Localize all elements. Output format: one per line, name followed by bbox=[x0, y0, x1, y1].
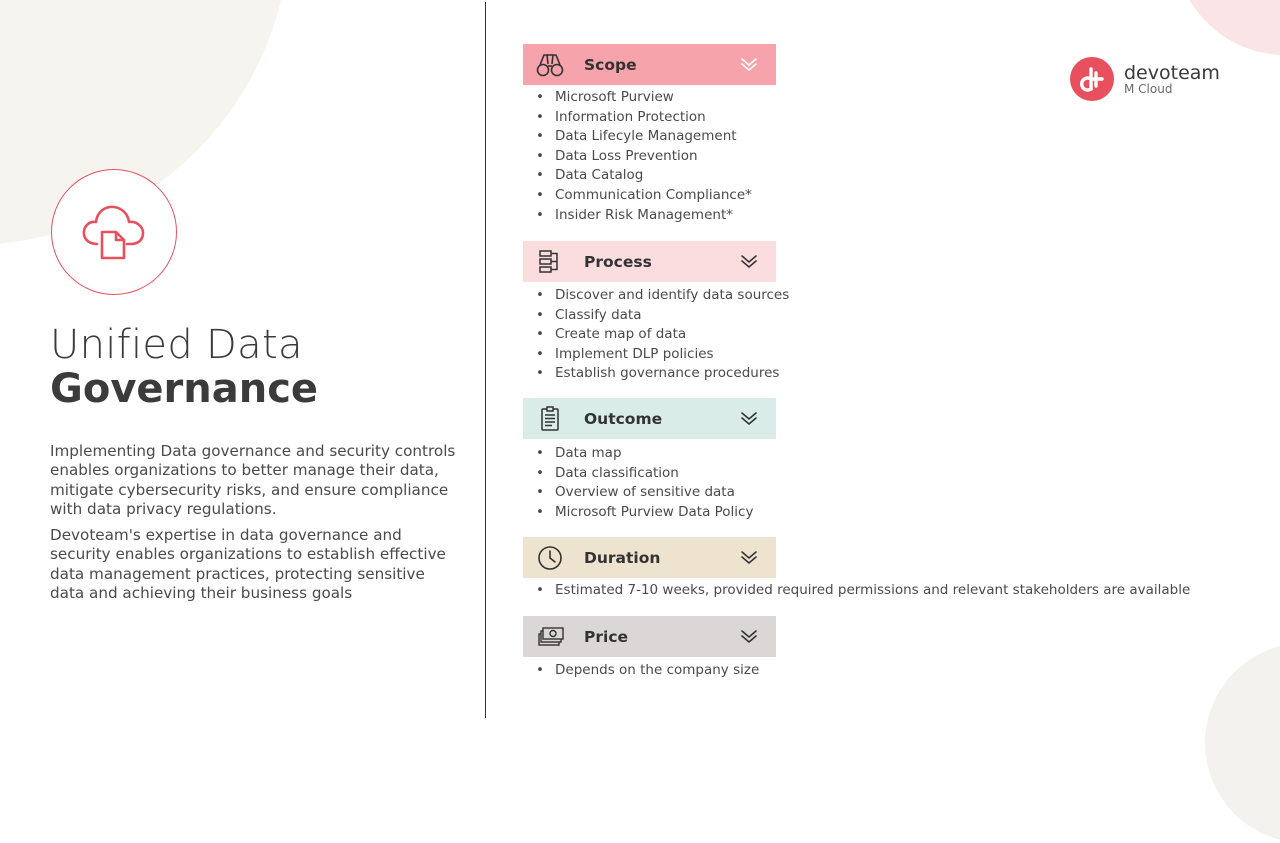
section-header-outcome[interactable] bbox=[523, 398, 776, 439]
background-shape bbox=[1205, 643, 1280, 843]
scope-list bbox=[536, 88, 752, 225]
section-label: Duration bbox=[584, 548, 661, 567]
duration-list bbox=[536, 581, 1190, 601]
price-list bbox=[536, 661, 759, 681]
clock-icon bbox=[535, 543, 565, 573]
vertical-divider bbox=[485, 2, 486, 718]
outcome-list bbox=[536, 444, 753, 522]
logo-mark bbox=[1070, 57, 1114, 101]
list-item: • Classify data bbox=[536, 306, 789, 326]
process-icon bbox=[535, 247, 565, 277]
list-item: • Establish governance procedures bbox=[536, 364, 789, 384]
section-label: Scope bbox=[584, 55, 637, 74]
list-item: • Create map of data bbox=[536, 325, 789, 345]
list-item: • Depends on the company size bbox=[536, 661, 759, 681]
devoteam-logo bbox=[1070, 57, 1220, 101]
brand-subtitle: M Cloud bbox=[1124, 81, 1173, 96]
chevron-double-down-icon[interactable] bbox=[740, 548, 758, 566]
money-icon bbox=[535, 622, 565, 652]
list-item: • Estimated 7-10 weeks, provided required permissions and relevant stakeholders are available bbox=[536, 581, 1190, 601]
section-label: Price bbox=[584, 627, 629, 646]
list-item: • Information Protection bbox=[536, 108, 752, 128]
chevron-double-down-icon[interactable] bbox=[740, 627, 758, 645]
list-item: • Data Catalog bbox=[536, 166, 752, 186]
list-item: • Data Lifecyle Management bbox=[536, 127, 752, 147]
section-header-duration[interactable] bbox=[523, 537, 776, 578]
chevron-double-down-icon[interactable] bbox=[740, 252, 758, 270]
list-item: • Data Loss Prevention bbox=[536, 147, 752, 167]
section-header-scope[interactable] bbox=[523, 44, 776, 85]
cloud-document-icon bbox=[79, 200, 149, 264]
brand-name: devoteam bbox=[1124, 61, 1220, 84]
hero-icon-circle bbox=[51, 169, 177, 295]
chevron-double-down-icon[interactable] bbox=[740, 409, 758, 427]
list-item: • Overview of sensitive data bbox=[536, 483, 753, 503]
chevron-double-down-icon[interactable] bbox=[740, 55, 758, 73]
logo-glyph-icon bbox=[1078, 65, 1106, 93]
list-item: • Insider Risk Management* bbox=[536, 206, 752, 226]
list-item: • Discover and identify data sources bbox=[536, 286, 789, 306]
page-title-light: Unified Data bbox=[50, 322, 303, 368]
list-item: • Data classification bbox=[536, 464, 753, 484]
background-shape bbox=[1175, 0, 1280, 55]
section-label: Outcome bbox=[584, 409, 663, 428]
page-title-bold: Governance bbox=[50, 366, 319, 412]
list-item: • Data map bbox=[536, 444, 753, 464]
binoculars-icon bbox=[535, 50, 565, 80]
list-item: • Communication Compliance* bbox=[536, 186, 752, 206]
intro-paragraph: Implementing Data governance and security controls enables organizations to better manage their data, mitigate cybersecurity risks, and ensure compliance with data privacy regulations. bbox=[50, 442, 456, 518]
expertise-paragraph: Devoteam's expertise in data governance and security enables organizations to establish effective data management practices, protecting sensitive data and achieving their business goals bbox=[50, 526, 446, 602]
process-list bbox=[536, 286, 789, 384]
section-label: Process bbox=[584, 252, 652, 271]
list-item: • Microsoft Purview Data Policy bbox=[536, 503, 753, 523]
list-item: • Implement DLP policies bbox=[536, 345, 789, 365]
list-item: • Microsoft Purview bbox=[536, 88, 752, 108]
section-header-price[interactable] bbox=[523, 616, 776, 657]
section-header-process[interactable] bbox=[523, 241, 776, 282]
clipboard-icon bbox=[535, 404, 565, 434]
